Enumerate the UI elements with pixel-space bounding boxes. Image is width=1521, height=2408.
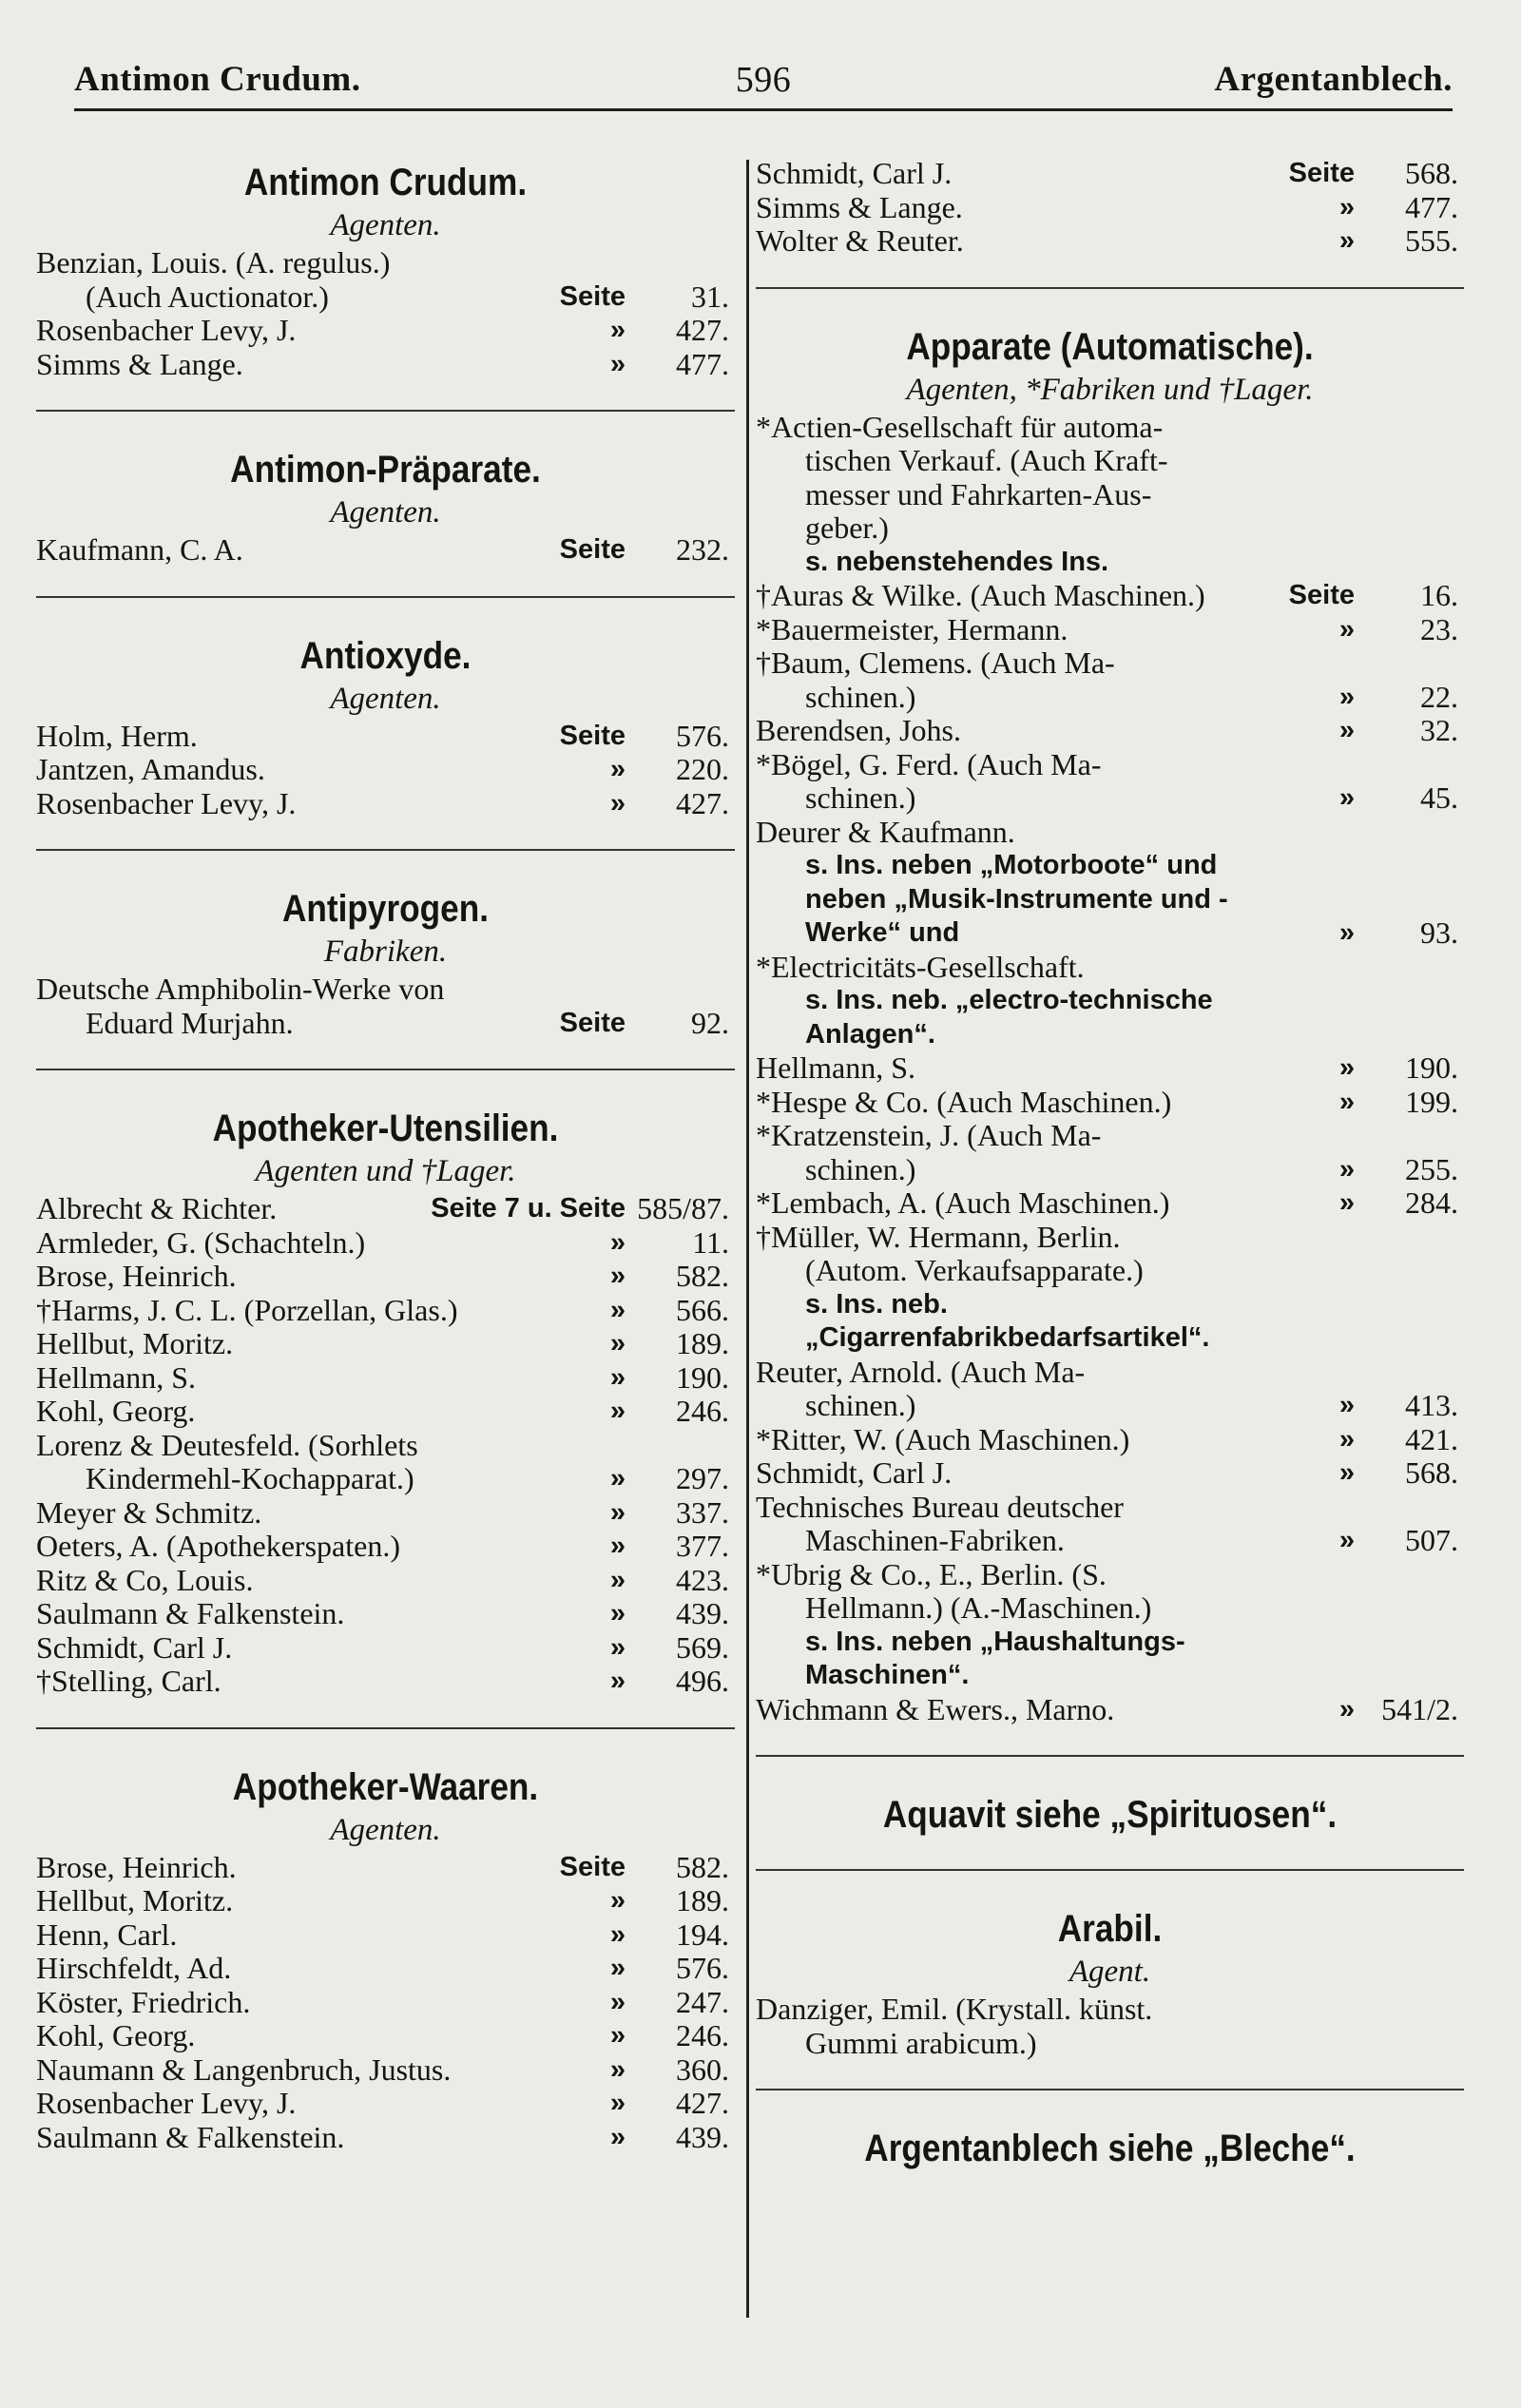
entry-name: Hellbut, Moritz. bbox=[36, 1883, 234, 1917]
directory-entry bbox=[36, 720, 735, 754]
entry-name: Simms & Lange. bbox=[756, 189, 963, 224]
page-marker: » bbox=[1338, 715, 1355, 745]
page-reference: 555. bbox=[1405, 223, 1458, 258]
section-title: Apparate (Automatische). bbox=[906, 325, 1314, 368]
page-marker: » bbox=[609, 315, 626, 345]
directory-entry bbox=[36, 1665, 735, 1699]
section-title: Antipyrogen. bbox=[281, 888, 490, 930]
page-reference: 337. bbox=[676, 1494, 729, 1530]
page-marker: » bbox=[609, 1598, 626, 1628]
page-reference: 189. bbox=[676, 1326, 729, 1360]
directory-entry bbox=[36, 2121, 735, 2155]
page-marker: » bbox=[609, 1953, 626, 1983]
page-marker: » bbox=[609, 1631, 626, 1663]
page-marker: Seite bbox=[559, 720, 626, 751]
section-subtitle: Agenten. bbox=[330, 495, 441, 530]
directory-entry bbox=[36, 1294, 735, 1328]
entry-name: Ritz & Co, Louis. bbox=[36, 1562, 254, 1597]
entry-name: Henn, Carl. bbox=[36, 1917, 178, 1952]
page-marker: » bbox=[1338, 681, 1355, 712]
directory-entry bbox=[756, 613, 1464, 647]
directory-entry bbox=[756, 191, 1464, 225]
page-marker: » bbox=[1338, 225, 1355, 256]
directory-entry bbox=[756, 1086, 1464, 1120]
page-marker: » bbox=[609, 754, 626, 784]
cross-reference-argentanblech: Argentanblech siehe „Bleche“. bbox=[864, 2128, 1356, 2169]
entry-name: Schmidt, Carl J. bbox=[36, 1629, 233, 1665]
entry-name: †Harms, J. C. L. (Porzellan, Glas.) bbox=[36, 1292, 458, 1327]
section-subtitle: Agenten. bbox=[330, 681, 441, 716]
entry-name: *Actien-Gesellschaft für automa- bbox=[756, 409, 1164, 444]
page-reference: 199. bbox=[1405, 1084, 1458, 1119]
directory-entry bbox=[36, 973, 735, 1040]
insert-reference: s. Ins. neben „Haushaltungs-Maschinen“. bbox=[805, 1626, 1185, 1690]
directory-entry bbox=[756, 579, 1464, 613]
page-marker: » bbox=[1338, 191, 1355, 222]
entry-name: Saulmann & Falkenstein. bbox=[36, 1596, 345, 1630]
section-divider bbox=[36, 1069, 735, 1070]
entry-name: Holm, Herm. bbox=[36, 718, 198, 753]
column-divider bbox=[746, 160, 749, 2318]
directory-entry bbox=[36, 348, 735, 382]
page-marker: Seite bbox=[1288, 158, 1355, 188]
page-reference: 439. bbox=[676, 2119, 729, 2154]
entry-name: Kohl, Georg. bbox=[36, 1394, 196, 1428]
left-column bbox=[36, 157, 735, 2154]
entry-name: Reuter, Arnold. (Auch Ma- bbox=[756, 1354, 1086, 1389]
page-reference: 247. bbox=[676, 1984, 729, 2019]
entry-name: Rosenbacher Levy, J. bbox=[36, 2086, 297, 2120]
entry-name: Albrecht & Richter. bbox=[36, 1191, 278, 1225]
directory-entry bbox=[756, 1693, 1464, 1727]
entry-continuation: schinen.) bbox=[805, 1388, 916, 1422]
page-marker: » bbox=[609, 1261, 626, 1291]
directory-entry bbox=[36, 1597, 735, 1631]
page-reference: 568. bbox=[1405, 1455, 1458, 1490]
page-marker: Seite bbox=[1288, 580, 1355, 610]
header-rule bbox=[74, 108, 1453, 111]
entry-name: Naumann & Langenbruch, Justus. bbox=[36, 2052, 452, 2087]
directory-entry bbox=[36, 1952, 735, 1986]
page-reference: 45. bbox=[1420, 780, 1458, 815]
page-marker: Seite bbox=[559, 1007, 626, 1038]
page-marker: » bbox=[609, 348, 626, 379]
entry-name: *Hespe & Co. (Auch Maschinen.) bbox=[756, 1084, 1172, 1119]
directory-entry bbox=[36, 1192, 735, 1226]
insert-reference: s. Ins. neb. „Cigarrenfabrikbedarfsartikel“. bbox=[805, 1288, 1210, 1353]
directory-entry bbox=[36, 2019, 735, 2053]
running-header bbox=[74, 59, 1453, 112]
directory-entry bbox=[36, 1530, 735, 1564]
page-reference: 477. bbox=[676, 346, 729, 381]
page-marker: Seite 7 u. Seite bbox=[431, 1193, 626, 1223]
page-reference: 11. bbox=[692, 1224, 729, 1260]
page-marker: » bbox=[609, 1396, 626, 1426]
entry-name: *Kratzenstein, J. (Auch Ma- bbox=[756, 1118, 1102, 1152]
page-marker: » bbox=[1338, 1525, 1355, 1555]
page-reference: 93. bbox=[1420, 915, 1458, 950]
directory-entry bbox=[756, 1558, 1464, 1693]
section-title: Antimon-Präparate. bbox=[230, 449, 541, 491]
page-reference: 421. bbox=[1405, 1421, 1458, 1456]
entry-name: Meyer & Schmitz. bbox=[36, 1494, 262, 1530]
entry-name: Schmidt, Carl J. bbox=[756, 156, 953, 190]
page-reference: 284. bbox=[1405, 1185, 1458, 1220]
section-subtitle: Agenten. bbox=[330, 1812, 441, 1847]
directory-entry bbox=[36, 1260, 735, 1294]
entry-name: Köster, Friedrich. bbox=[36, 1984, 251, 2019]
page-marker: » bbox=[609, 1918, 626, 1950]
section-divider bbox=[36, 849, 735, 851]
page-marker: » bbox=[1338, 1457, 1355, 1488]
page-reference: 189. bbox=[676, 1883, 729, 1917]
entry-name: †Baum, Clemens. (Auch Ma- bbox=[756, 645, 1115, 680]
page-marker: » bbox=[609, 1564, 626, 1595]
entry-continuation: schinen.) bbox=[805, 1151, 916, 1186]
section-divider bbox=[36, 410, 735, 412]
entry-name: Jantzen, Amandus. bbox=[36, 752, 265, 786]
page-number: 596 bbox=[735, 60, 792, 100]
page-reference: 190. bbox=[1405, 1050, 1458, 1085]
section-subtitle: Agenten, *Fabriken und †Lager. bbox=[906, 372, 1314, 407]
page-reference: 22. bbox=[1420, 679, 1458, 714]
directory-entry bbox=[36, 2053, 735, 2088]
directory-entry bbox=[756, 157, 1464, 191]
cross-reference-aquavit: Aquavit siehe „Spirituosen“. bbox=[882, 1794, 1338, 1836]
entry-continuation: messer und Fahrkarten-Aus- bbox=[805, 476, 1152, 511]
directory-entry bbox=[756, 1993, 1464, 2060]
directory-entry bbox=[756, 411, 1464, 580]
directory-entry bbox=[36, 787, 735, 821]
directory-entry bbox=[756, 1186, 1464, 1221]
entry-name: Danziger, Emil. (Krystall. künst. bbox=[756, 1992, 1153, 2026]
page-marker: Seite bbox=[559, 1851, 626, 1882]
directory-entry bbox=[36, 246, 735, 314]
page-reference: 507. bbox=[1405, 1523, 1458, 1557]
page-reference: 23. bbox=[1420, 611, 1458, 646]
directory-entry bbox=[36, 533, 735, 568]
page-reference: 427. bbox=[676, 2086, 729, 2120]
directory-section bbox=[36, 1103, 735, 1699]
page-reference: 32. bbox=[1420, 713, 1458, 747]
directory-entry bbox=[36, 1226, 735, 1261]
entry-name: Rosenbacher Levy, J. bbox=[36, 313, 297, 347]
directory-section bbox=[756, 321, 1464, 1727]
entry-name: Simms & Lange. bbox=[36, 346, 243, 381]
page-marker: » bbox=[609, 1361, 626, 1393]
entry-name: Hellbut, Moritz. bbox=[36, 1326, 234, 1360]
entry-name: †Stelling, Carl. bbox=[36, 1664, 221, 1698]
page-reference: 568. bbox=[1405, 156, 1458, 190]
page-marker: » bbox=[609, 1531, 626, 1561]
entry-name: Hellmann, S. bbox=[36, 1359, 196, 1395]
page-reference: 541/2. bbox=[1381, 1691, 1458, 1726]
entry-continuation: Hellmann.) (A.-Maschinen.) bbox=[805, 1590, 1152, 1625]
directory-section bbox=[36, 1762, 735, 2155]
page-reference: 220. bbox=[676, 752, 729, 786]
page-marker: » bbox=[609, 2053, 626, 2085]
entry-continuation: Kindermehl-Kochapparat.) bbox=[86, 1461, 414, 1495]
directory-entry bbox=[756, 1491, 1464, 1558]
page-marker: » bbox=[1338, 1693, 1355, 1724]
page-marker: » bbox=[609, 2088, 626, 2118]
page-reference: 569. bbox=[676, 1629, 729, 1665]
page-marker: » bbox=[609, 1294, 626, 1325]
directory-entry bbox=[36, 1884, 735, 1918]
section-subtitle: Agenten. bbox=[330, 208, 441, 242]
page-marker: » bbox=[609, 1496, 626, 1528]
section-subtitle: Agenten und †Lager. bbox=[255, 1154, 516, 1188]
page-marker: » bbox=[1338, 1423, 1355, 1454]
entry-name: Schmidt, Carl J. bbox=[756, 1455, 953, 1490]
directory-entry bbox=[36, 1496, 735, 1531]
directory-entry bbox=[756, 1356, 1464, 1423]
entry-name: Kaufmann, C. A. bbox=[36, 532, 243, 567]
entry-name: *Electricitäts-Gesellschaft. bbox=[756, 949, 1085, 984]
directory-section bbox=[756, 1903, 1464, 2060]
entry-name: †Müller, W. Hermann, Berlin. bbox=[756, 1219, 1121, 1254]
directory-entry bbox=[756, 646, 1464, 714]
page-marker: » bbox=[1338, 1153, 1355, 1185]
section-divider bbox=[36, 596, 735, 598]
page-marker: » bbox=[609, 1328, 626, 1358]
page-reference: 576. bbox=[676, 718, 729, 753]
entry-name: †Auras & Wilke. (Auch Maschinen.) bbox=[756, 578, 1205, 612]
page-reference: 232. bbox=[676, 532, 729, 567]
entry-name: Benzian, Louis. (A. regulus.) bbox=[36, 245, 391, 279]
page-marker: » bbox=[609, 1885, 626, 1916]
page-marker: » bbox=[1338, 917, 1355, 948]
directory-entry bbox=[36, 1631, 735, 1666]
directory-entry bbox=[756, 1051, 1464, 1086]
section-divider bbox=[756, 287, 1464, 289]
entry-name: Wichmann & Ewers., Marno. bbox=[756, 1691, 1115, 1726]
section-divider bbox=[756, 2089, 1464, 2090]
page-marker: » bbox=[1338, 1086, 1355, 1117]
entry-continuation: (Autom. Verkaufsapparate.) bbox=[805, 1253, 1144, 1287]
page-reference: 585/87. bbox=[637, 1191, 729, 1225]
entry-name: *Bögel, G. Ferd. (Auch Ma- bbox=[756, 746, 1102, 781]
entry-continuation: schinen.) bbox=[805, 780, 916, 815]
directory-entry bbox=[36, 1429, 735, 1496]
directory-entry bbox=[756, 224, 1464, 259]
directory-entry bbox=[756, 714, 1464, 748]
continued-entries bbox=[756, 157, 1464, 259]
page-marker: Seite bbox=[559, 280, 626, 312]
section-divider bbox=[756, 1755, 1464, 1757]
entry-name: *Ritter, W. (Auch Maschinen.) bbox=[756, 1421, 1130, 1456]
directory-entry bbox=[756, 1119, 1464, 1186]
page-reference: 576. bbox=[676, 1951, 729, 1985]
entry-name: Technisches Bureau deutscher bbox=[756, 1489, 1124, 1524]
page-marker: » bbox=[609, 787, 626, 819]
entry-name: Armleder, G. (Schachteln.) bbox=[36, 1224, 366, 1260]
page-reference: 423. bbox=[676, 1562, 729, 1597]
page-marker: » bbox=[1338, 1187, 1355, 1218]
entry-name: Deutsche Amphibolin-Werke von bbox=[36, 972, 445, 1006]
header-left-keyword: Antimon Crudum. bbox=[74, 60, 361, 99]
page-reference: 92. bbox=[691, 1005, 729, 1040]
page-marker: » bbox=[609, 2121, 626, 2152]
directory-entry bbox=[756, 816, 1464, 951]
page-marker: » bbox=[1338, 782, 1355, 813]
entry-continuation: (Auch Auctionator.) bbox=[86, 279, 329, 314]
entry-name: Berendsen, Johs. bbox=[756, 713, 961, 747]
page-reference: 255. bbox=[1405, 1151, 1458, 1186]
section-title: Antimon Crudum. bbox=[243, 162, 528, 203]
section-subtitle: Agent. bbox=[1069, 1955, 1151, 1989]
page-reference: 427. bbox=[676, 313, 729, 347]
page-marker: » bbox=[1338, 1390, 1355, 1420]
insert-reference: s. nebenstehendes Ins. bbox=[805, 546, 1109, 577]
directory-section bbox=[36, 157, 735, 381]
page-reference: 297. bbox=[676, 1461, 729, 1495]
directory-section bbox=[36, 444, 735, 568]
section-title: Apotheker-Utensilien. bbox=[212, 1108, 559, 1149]
section-subtitle: Fabriken. bbox=[323, 934, 448, 969]
entry-continuation: geber.) bbox=[805, 510, 889, 545]
page-marker: » bbox=[609, 1226, 626, 1258]
page-marker: » bbox=[609, 2020, 626, 2051]
entry-name: *Bauermeister, Hermann. bbox=[756, 611, 1069, 646]
entry-name: Saulmann & Falkenstein. bbox=[36, 2119, 345, 2154]
entry-name: Oeters, A. (Apothekerspaten.) bbox=[36, 1529, 400, 1563]
page-reference: 246. bbox=[676, 2018, 729, 2052]
page-reference: 427. bbox=[676, 785, 729, 820]
section-title: Antioxyde. bbox=[299, 634, 472, 677]
directory-entry bbox=[36, 314, 735, 348]
entry-name: Brose, Heinrich. bbox=[36, 1259, 237, 1293]
page-marker: » bbox=[1338, 1052, 1355, 1083]
entry-continuation: Eduard Murjahn. bbox=[86, 1005, 294, 1040]
entry-name: Rosenbacher Levy, J. bbox=[36, 785, 297, 820]
page-reference: 16. bbox=[1420, 578, 1458, 612]
section-divider bbox=[756, 1869, 1464, 1871]
insert-reference: s. Ins. neb. „electro-technische Anlagen“. bbox=[805, 985, 1213, 1050]
page-marker: » bbox=[1338, 613, 1355, 645]
section-title: Arabil. bbox=[1057, 1908, 1163, 1950]
page-marker: Seite bbox=[559, 534, 626, 565]
directory-entry bbox=[36, 1918, 735, 1953]
entry-name: Wolter & Reuter. bbox=[756, 223, 964, 258]
directory-entry bbox=[36, 1395, 735, 1429]
entry-continuation: tischen Verkauf. (Auch Kraft- bbox=[805, 443, 1168, 477]
directory-entry bbox=[756, 951, 1464, 1052]
page-reference: 582. bbox=[676, 1849, 729, 1884]
page-marker: » bbox=[609, 1463, 626, 1493]
right-column bbox=[756, 157, 1464, 2174]
directory-entry bbox=[36, 753, 735, 787]
entry-name: Kohl, Georg. bbox=[36, 2018, 196, 2052]
page-reference: 377. bbox=[676, 1529, 729, 1563]
page-reference: 582. bbox=[676, 1259, 729, 1293]
directory-entry bbox=[36, 1564, 735, 1598]
directory-entry bbox=[36, 1851, 735, 1885]
section-title: Apotheker-Waaren. bbox=[232, 1765, 539, 1808]
page-reference: 413. bbox=[1405, 1388, 1458, 1422]
section-divider bbox=[36, 1727, 735, 1729]
entry-name: Hellmann, S. bbox=[756, 1050, 915, 1085]
page-reference: 194. bbox=[676, 1917, 729, 1952]
entry-name: Hirschfeldt, Ad. bbox=[36, 1951, 232, 1985]
directory-entry bbox=[756, 748, 1464, 816]
directory-section bbox=[36, 630, 735, 821]
page-marker: » bbox=[609, 1666, 626, 1696]
page-reference: 246. bbox=[676, 1394, 729, 1428]
page-reference: 190. bbox=[676, 1359, 729, 1395]
directory-entry bbox=[36, 2087, 735, 2121]
directory-entry bbox=[36, 1361, 735, 1396]
entry-name: Deurer & Kaufmann. bbox=[756, 814, 1015, 849]
page-reference: 477. bbox=[1405, 189, 1458, 224]
page-marker: » bbox=[609, 1986, 626, 2017]
directory-entry bbox=[756, 1221, 1464, 1356]
entry-name: *Ubrig & Co., E., Berlin. (S. bbox=[756, 1556, 1107, 1591]
directory-section bbox=[36, 883, 735, 1040]
entry-name: Lorenz & Deutesfeld. (Sorhlets bbox=[36, 1427, 418, 1462]
directory-entry bbox=[756, 1456, 1464, 1491]
entry-name: Brose, Heinrich. bbox=[36, 1849, 237, 1884]
entry-continuation: Gummi arabicum.) bbox=[805, 2025, 1037, 2060]
entry-continuation: Maschinen-Fabriken. bbox=[805, 1523, 1065, 1557]
insert-reference: s. Ins. neben „Motorboote“ und neben „Musik-Instrumente und -Werke“ und bbox=[805, 850, 1228, 948]
directory-entry bbox=[756, 1423, 1464, 1457]
header-right-keyword: Argentanblech. bbox=[1214, 60, 1453, 99]
page-reference: 360. bbox=[676, 2052, 729, 2087]
entry-name: *Lembach, A. (Auch Maschinen.) bbox=[756, 1185, 1170, 1220]
page-reference: 496. bbox=[676, 1664, 729, 1698]
directory-entry bbox=[36, 1327, 735, 1361]
page-reference: 31. bbox=[691, 279, 729, 314]
page-reference: 439. bbox=[676, 1596, 729, 1630]
entry-continuation: schinen.) bbox=[805, 679, 916, 714]
directory-entry bbox=[36, 1986, 735, 2020]
page-reference: 566. bbox=[676, 1292, 729, 1327]
